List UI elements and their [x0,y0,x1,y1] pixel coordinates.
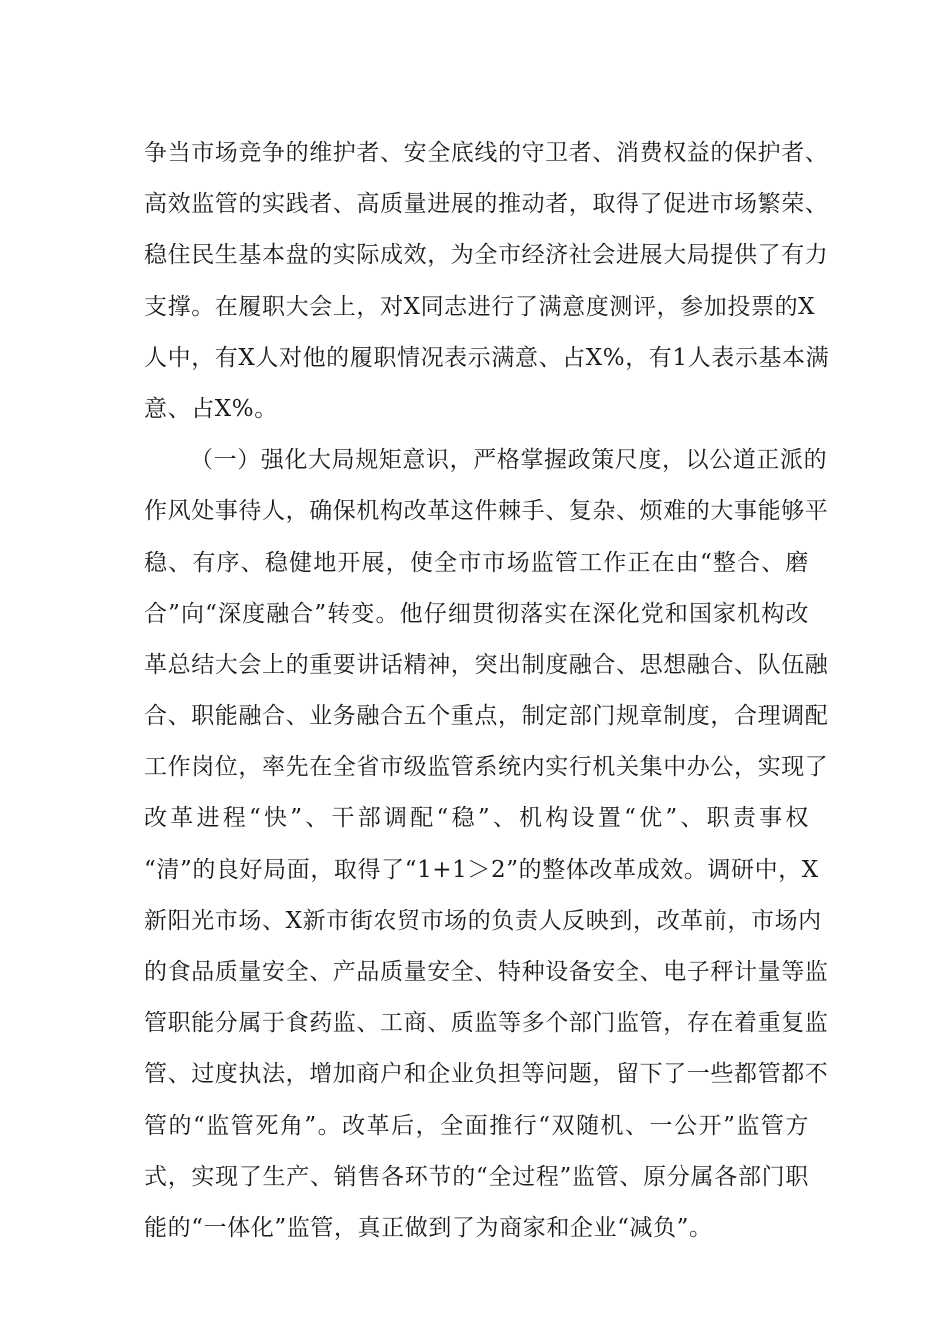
text-line: 争当市场竞争的维护者、安全底线的守卫者、消费权益的保护者、 [144,140,829,166]
text-line: 改革进程“快”、干部调配“稳”、机构设置“优”、职责事权 [144,805,809,832]
text-line: 式，实现了生产、销售各环节的“全过程”监管、原分属各部门职 [144,1163,809,1190]
text-line: 管、过度执法，增加商户和企业负担等问题，留下了一些都管都不 [144,1061,829,1088]
text-line: 稳、有序、稳健地开展，使全市市场监管工作正在由“整合、磨 [144,549,809,576]
text-line: 支撑。在履职大会上，对X同志进行了满意度测评，参加投票的X [144,293,816,320]
text-line: 能的“一体化”监管，真正做到了为商家和企业“减负”。 [144,1214,713,1241]
body-text [144,128,830,1254]
text-line: 作风处事待人，确保机构改革这件棘手、复杂、烦难的大事能够平 [144,498,829,525]
text-line: 高效监管的实践者、高质量进展的推动者，取得了促进市场繁荣、 [144,191,829,218]
text-line: 的食品质量安全、产品质量安全、特种设备安全、电子秤计量等监 [144,959,829,985]
text-line: 革总结大会上的重要讲话精神，突出制度融合、思想融合、队伍融 [144,651,829,678]
paragraph-2 [144,435,829,1254]
text-line: 新阳光市场、X新市街农贸市场的负责人反映到，改革前，市场内 [144,907,822,934]
text-line: 稳住民生基本盘的实际成效，为全市经济社会进展大局提供了有力 [144,242,829,269]
text-line: 合”向“深度融合”转变。他仔细贯彻落实在深化党和国家机构改 [144,600,809,627]
paragraph-1 [144,128,830,435]
text-line: （一）强化大局规矩意识，严格掌握政策尺度，以公道正派的 [190,447,828,474]
text-line: 工作岗位，率先在全省市级监管系统内实行机关集中办公，实现了 [144,754,829,781]
text-line: “清”的良好局面，取得了“1+1＞2”的整体改革成效。调研中，X [144,856,819,883]
text-line: 合、职能融合、业务融合五个重点，制定部门规章制度，合理调配 [144,703,829,730]
text-line: 管职能分属于食药监、工商、质监等多个部门监管，存在着重复监 [144,1010,829,1037]
text-line: 意、占X%。 [144,395,278,422]
text-line: 管的“监管死角”。改革后，全面推行“双随机、一公开”监管方 [144,1112,809,1139]
text-line: 人中，有X人对他的履职情况表示满意、占X%，有1人表示基本满 [144,344,830,371]
